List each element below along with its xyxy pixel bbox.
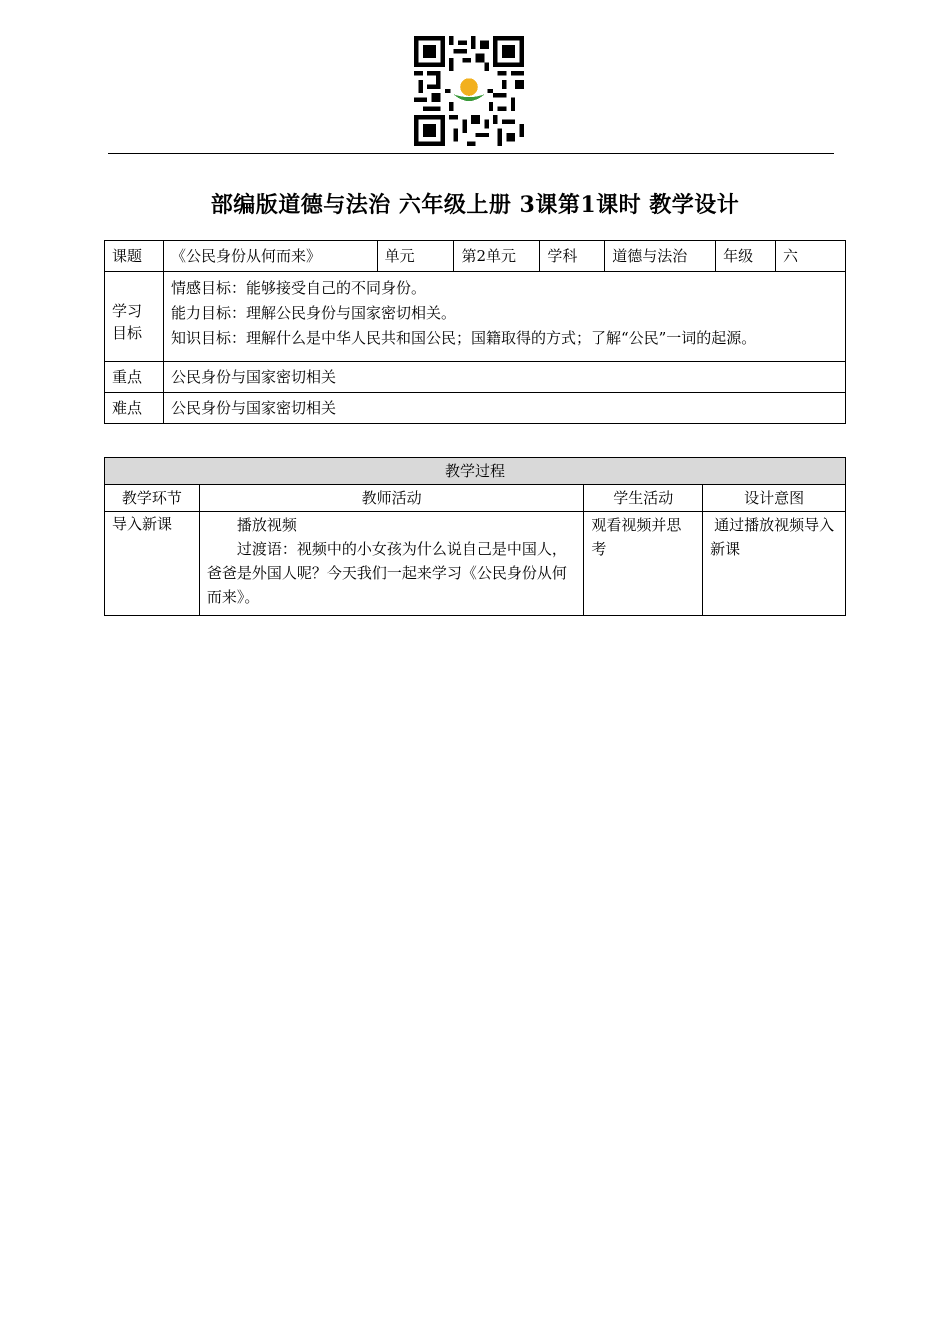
- info-row-difficulty: [105, 393, 846, 424]
- topic-label: 课题: [105, 241, 164, 272]
- lesson-info-table: [104, 240, 846, 424]
- goals-label-line-1: 学习: [112, 301, 143, 320]
- goals-value: [163, 272, 845, 362]
- goal-knowledge: 知识目标：理解什么是中华人民共和国公民；国籍取得的方式；了解“公民”一词的起源。: [170, 329, 757, 347]
- student-activity-cell: 观看视频并思考: [584, 512, 703, 616]
- key-value: 公民身份与国家密切相关: [163, 362, 845, 393]
- subject-label: 学科: [540, 241, 605, 272]
- subject-value: 道德与法治: [605, 241, 716, 272]
- topic-value: 《公民身份从何而来》: [163, 241, 377, 272]
- header-rule: [108, 153, 834, 154]
- goals-label: [105, 272, 164, 362]
- qr-code-image: [414, 36, 524, 146]
- teacher-activity-line-2: 过渡语：视频中的小女孩为什么说自己是中国人，爸爸是外国人呢？今天我们一起来学习《公民身份从何而来》。: [206, 540, 567, 606]
- table-row: [105, 512, 846, 616]
- difficulty-value: 公民身份与国家密切相关: [163, 393, 845, 424]
- key-label: 重点: [105, 362, 164, 393]
- teacher-activity-cell: [199, 512, 583, 616]
- stage-cell: 导入新课: [105, 512, 200, 616]
- info-row-key: [105, 362, 846, 393]
- design-intent-cell: 通过播放视频导入新课: [703, 512, 846, 616]
- difficulty-label: 难点: [105, 393, 164, 424]
- column-student: 学生活动: [584, 485, 703, 512]
- info-row-topic: [105, 241, 846, 272]
- process-column-headers: [105, 485, 846, 512]
- process-header: 教学过程: [105, 458, 846, 485]
- teacher-activity-line-1: 播放视频: [236, 516, 297, 534]
- grade-label: 年级: [716, 241, 776, 272]
- unit-label: 单元: [377, 241, 454, 272]
- goal-ability: 能力目标：理解公民身份与国家密切相关。: [170, 304, 456, 322]
- process-header-row: [105, 458, 846, 485]
- grade-value: 六: [776, 241, 846, 272]
- info-row-goals: [105, 272, 846, 362]
- page-title: 部编版道德与法治 六年级上册 3课第1课时 教学设计: [210, 192, 740, 218]
- goal-emotion: 情感目标：能够接受自己的不同身份。: [170, 279, 426, 297]
- teaching-process-table: [104, 457, 846, 616]
- unit-value: 第2单元: [454, 241, 540, 272]
- column-teacher: 教师活动: [199, 485, 583, 512]
- goals-label-line-2: 目标: [112, 323, 143, 342]
- column-intent: 设计意图: [703, 485, 846, 512]
- column-stage: 教学环节: [105, 485, 200, 512]
